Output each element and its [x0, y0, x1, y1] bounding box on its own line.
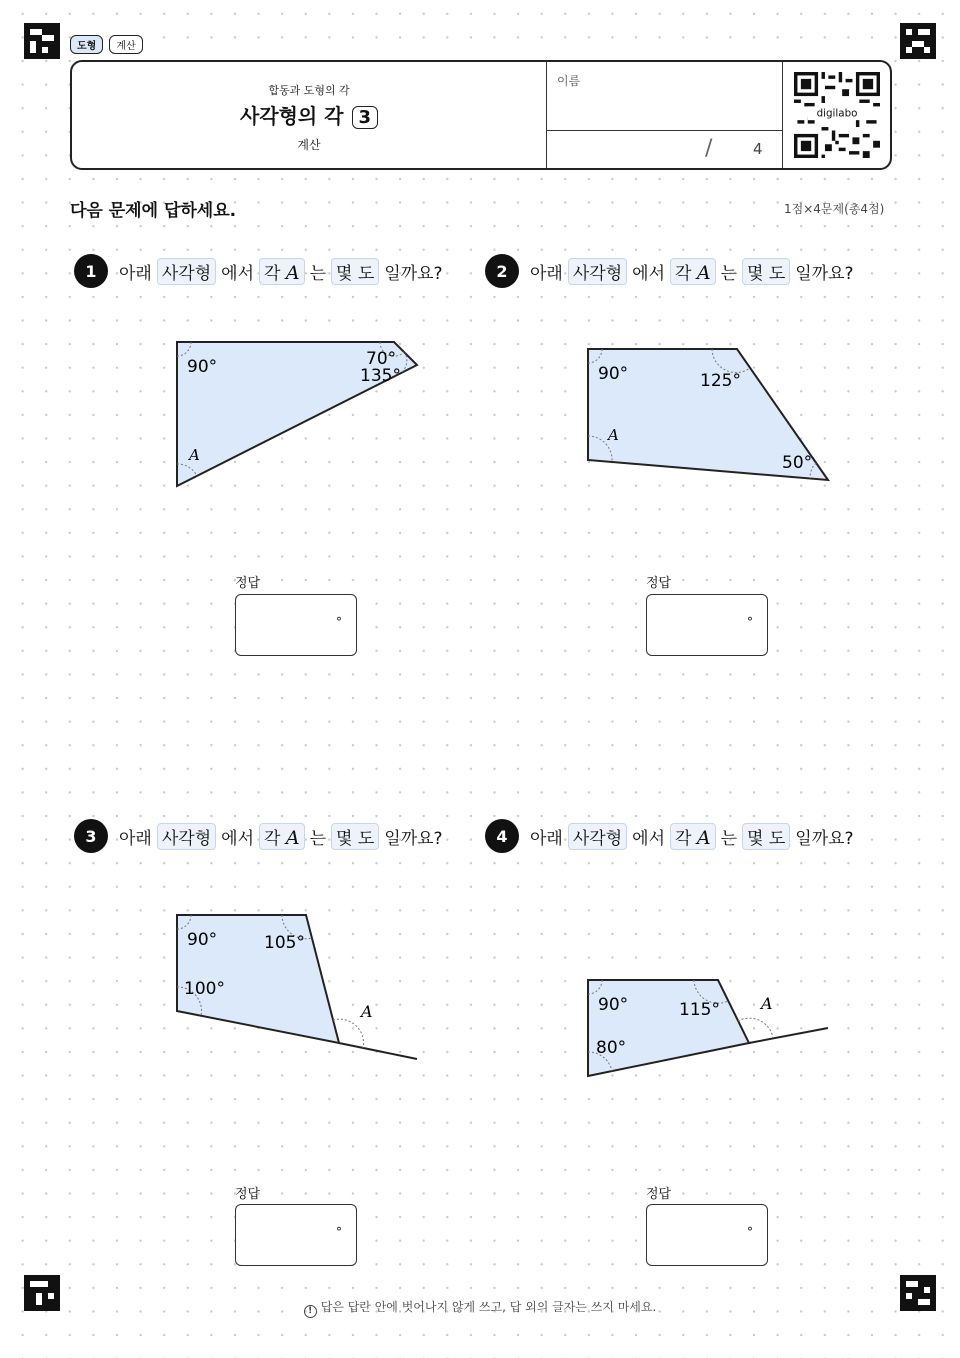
angle-var-label: A — [761, 994, 773, 1013]
q-text-c: 는 — [309, 828, 327, 849]
page-title: 사각형의 각 — [239, 104, 344, 128]
q-text-c: 는 — [720, 263, 738, 284]
degree-unit: ° — [747, 615, 753, 629]
info-icon: ! — [304, 1305, 317, 1318]
q-text-b: 에서 — [221, 828, 254, 849]
q-how-many: 몇 도 — [331, 823, 379, 850]
answer-label-2: 정답 — [646, 576, 672, 591]
answer-label-4: 정답 — [646, 1187, 672, 1202]
header-category: 계산 — [297, 138, 321, 152]
q-angle-var: A — [696, 826, 711, 849]
q-text-a: 아래 — [530, 263, 563, 284]
extension-line — [749, 1028, 828, 1043]
figure-3 — [177, 915, 417, 1059]
figure-2 — [588, 349, 828, 480]
q-text-a: 아래 — [530, 828, 563, 849]
q-text-a: 아래 — [119, 263, 152, 284]
q-how-many: 몇 도 — [742, 823, 790, 850]
qr-text: digilabo — [816, 107, 858, 120]
q-text-b: 에서 — [632, 263, 665, 284]
q-text-b: 에서 — [221, 263, 254, 284]
angle-label: 115° — [679, 1000, 720, 1020]
q-angle-word: 각 — [264, 263, 281, 284]
angle-label: 90° — [598, 995, 629, 1015]
footer-note — [0, 1298, 960, 1318]
angle-var-label: A — [361, 1002, 373, 1021]
angle-var-label: A — [189, 446, 200, 464]
points-info: 1점×4문제(총4점) — [784, 202, 885, 216]
footer-text: 답은 답란 안에 벗어나지 않게 쓰고, 답 외의 글자는 쓰지 마세요. — [320, 1300, 657, 1314]
angle-label: 90° — [187, 930, 218, 950]
question-number: 4 — [485, 819, 519, 853]
answer-label-3: 정답 — [235, 1187, 261, 1202]
answer-label-1: 정답 — [235, 576, 261, 591]
q-text-a: 아래 — [119, 828, 152, 849]
angle-label: 50° — [782, 453, 813, 473]
q-text-c: 는 — [309, 263, 327, 284]
q-shape-word: 사각형 — [568, 258, 627, 285]
angle-var-label: A — [608, 426, 619, 444]
score-total: 4 — [753, 140, 763, 158]
angle-label: 125° — [700, 371, 741, 391]
angle-label: 105° — [264, 933, 305, 953]
extension-line — [339, 1043, 417, 1059]
q-angle-word: 각 — [675, 263, 692, 284]
degree-unit: ° — [336, 615, 342, 629]
angle-label: 90° — [187, 357, 218, 377]
q-text-d: 일까요? — [384, 828, 443, 849]
question-number: 3 — [74, 819, 108, 853]
angle-label: 135° — [360, 366, 401, 386]
question-number: 1 — [74, 254, 108, 288]
figure-4 — [588, 980, 828, 1076]
degree-unit: ° — [747, 1225, 753, 1239]
q-angle-word: 각 — [264, 828, 281, 849]
q-how-many: 몇 도 — [331, 258, 379, 285]
q-shape-word: 사각형 — [157, 258, 216, 285]
answer-box-4[interactable] — [646, 1204, 768, 1266]
answer-box-1[interactable] — [235, 594, 357, 656]
q-text-d: 일까요? — [795, 828, 854, 849]
angle-label: 100° — [184, 979, 225, 999]
tag-calc: 계산 — [109, 35, 142, 54]
angle-label: 70° — [366, 349, 397, 369]
q-angle-var: A — [285, 261, 300, 284]
question-number: 2 — [485, 254, 519, 288]
q-angle-word: 각 — [675, 828, 692, 849]
angle-label: 90° — [598, 364, 629, 384]
q-shape-word: 사각형 — [157, 823, 216, 850]
angle-label: 80° — [596, 1038, 627, 1058]
q-how-many: 몇 도 — [742, 258, 790, 285]
degree-unit: ° — [336, 1225, 342, 1239]
score-slash: / — [705, 136, 713, 161]
name-label: 이름 — [557, 74, 581, 88]
worksheet-number: 3 — [352, 106, 379, 129]
q-angle-var: A — [285, 826, 300, 849]
answer-box-2[interactable] — [646, 594, 768, 656]
q-angle-var: A — [696, 261, 711, 284]
instruction-text: 다음 문제에 답하세요. — [70, 201, 237, 221]
q-shape-word: 사각형 — [568, 823, 627, 850]
answer-box-3[interactable] — [235, 1204, 357, 1266]
q-text-d: 일까요? — [384, 263, 443, 284]
figure-1 — [177, 342, 417, 486]
tag-shape: 도형 — [70, 35, 103, 54]
q-text-d: 일까요? — [795, 263, 854, 284]
header-subtitle: 합동과 도형의 각 — [268, 84, 350, 97]
q-text-b: 에서 — [632, 828, 665, 849]
q-text-c: 는 — [720, 828, 738, 849]
